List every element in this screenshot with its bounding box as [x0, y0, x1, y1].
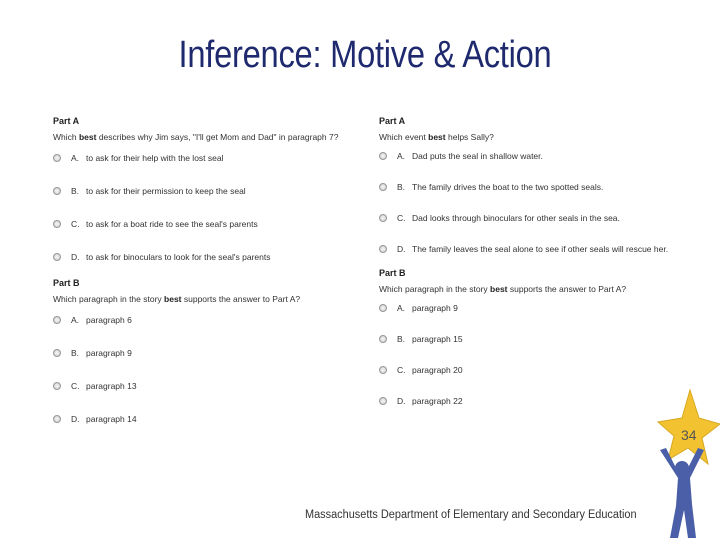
left-question-panel [53, 116, 373, 424]
radio-button-icon[interactable] [379, 335, 387, 343]
radio-button-icon[interactable] [53, 382, 61, 390]
part-a-option[interactable]: D. The family leaves the seal alone to see if other seals will rescue her. [379, 243, 689, 254]
part-a-option[interactable]: B. to ask for their permission to keep the seal [53, 185, 373, 196]
part-b-label: Part B [53, 278, 80, 288]
part-a-question: Which best describes why Jim says, "I'll get Mom and Dad" in paragraph 7? [53, 132, 339, 142]
part-b-label: Part B [379, 268, 406, 278]
part-a-option[interactable]: C. to ask for a boat ride to see the seal's parents [53, 218, 373, 229]
part-b-option[interactable]: D. paragraph 14 [53, 413, 373, 424]
part-b-option[interactable]: B. paragraph 9 [53, 347, 373, 358]
part-b-option[interactable]: C. paragraph 20 [379, 364, 689, 375]
part-a-option[interactable]: A. Dad puts the seal in shallow water. [379, 150, 689, 161]
footer-text: Massachusetts Department of Elementary and Secondary Education [305, 509, 637, 521]
part-a-option[interactable]: B. The family drives the boat to the two spotted seals. [379, 181, 689, 192]
part-b-option[interactable]: D. paragraph 22 [379, 395, 689, 406]
slide-title: Inference: Motive & Action [178, 34, 552, 76]
part-a-label: Part A [53, 116, 80, 126]
radio-button-icon[interactable] [53, 253, 61, 261]
radio-button-icon[interactable] [379, 245, 387, 253]
part-a-question: Which event best helps Sally? [379, 132, 494, 142]
right-question-panel [379, 116, 689, 406]
part-b-option[interactable]: C. paragraph 13 [53, 380, 373, 391]
radio-button-icon[interactable] [53, 349, 61, 357]
radio-button-icon[interactable] [53, 415, 61, 423]
part-b-option[interactable]: A. paragraph 9 [379, 302, 689, 313]
radio-button-icon[interactable] [379, 304, 387, 312]
part-a-option[interactable]: A. to ask for their help with the lost seal [53, 152, 373, 163]
part-b-question: Which paragraph in the story best supports the answer to Part A? [53, 294, 301, 304]
radio-button-icon[interactable] [379, 152, 387, 160]
part-b-question: Which paragraph in the story best supports the answer to Part A? [379, 284, 627, 294]
part-a-label: Part A [379, 116, 406, 126]
radio-button-icon[interactable] [53, 187, 61, 195]
radio-button-icon[interactable] [53, 316, 61, 324]
part-a-option[interactable]: C. Dad looks through binoculars for other seals in the sea. [379, 212, 689, 223]
part-a-option[interactable]: D. to ask for binoculars to look for the seal's parents [53, 251, 373, 262]
part-b-option[interactable]: A. paragraph 6 [53, 314, 373, 325]
page-number: 34 [681, 427, 697, 443]
radio-button-icon[interactable] [379, 397, 387, 405]
radio-button-icon[interactable] [379, 214, 387, 222]
radio-button-icon[interactable] [379, 183, 387, 191]
radio-button-icon[interactable] [53, 220, 61, 228]
star-figure-logo-icon [652, 388, 720, 538]
radio-button-icon[interactable] [379, 366, 387, 374]
radio-button-icon[interactable] [53, 154, 61, 162]
part-b-option[interactable]: B. paragraph 15 [379, 333, 689, 344]
